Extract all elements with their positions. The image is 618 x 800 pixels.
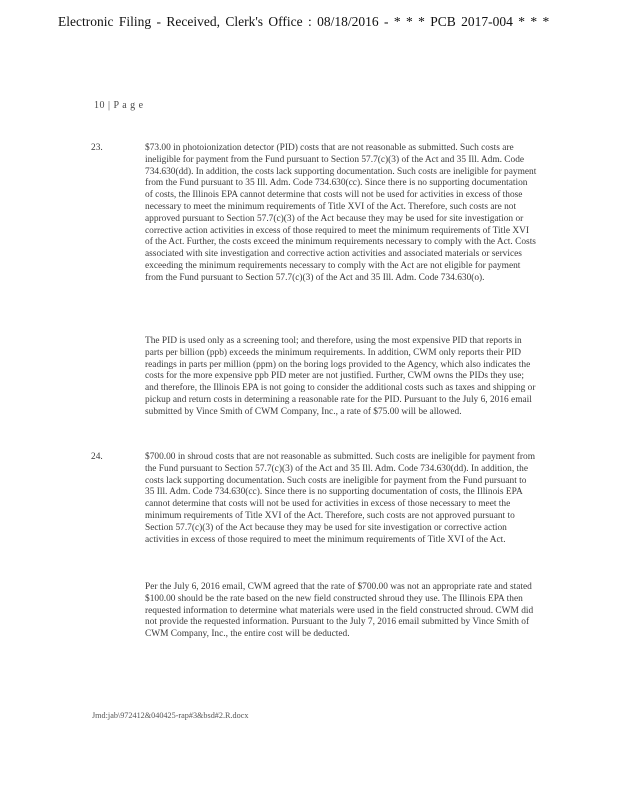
page-number: 10 | P a g e (94, 100, 144, 111)
item-23-paragraph-2: The PID is used only as a screening tool; and therefore, using the most expensive PID that reports in parts per billion (ppb) exceeds the minimum requirements. In addition, CWM only reports their PID readings in parts per million (ppm) on the boring logs provided to the Agency, which also indicates the costs for the more expensive ppb PID meter are not justified. Further, CWM owns the PIDs they use; and therefore, the Illinois EPA is not going to consider the additional costs such as taxes and shipping or pickup and return costs in determining a reasonable rate for the PID. Pursuant to the July 6, 2016 email submitted by Vince Smith of CWM Company, Inc., a rate of $75.00 will be allowed. (145, 336, 536, 417)
item-24-paragraph-1: $700.00 in shroud costs that are not reasonable as submitted. Such costs are ineligible for payment from the Fund pursuant to Section 57.7(c)(3) of the Act and 35 Ill. Adm. Code 734.630(dd). In addition, the costs lack supporting documentation. Such costs are ineligible for payment from the Fund pursuant to 35 Ill. Adm. Code 734.630(cc). Since there is no supporting documentation of costs, the Illinois EPA cannot determine that costs will not be used for activities in excess of those necessary to meet the minimum requirements of Title XVI of the Act. Therefore, such costs are not approved pursuant to Section 57.7(c)(3) of the Act because they may be used for site investigation or corrective action activities in excess of those required to meet the minimum requirements of Title XVI of the Act. (145, 452, 536, 545)
item-number: 24. (91, 452, 103, 462)
document-file-path: Jmd:jab\972412&040425-rap#3&bsd#2.R.docx (92, 711, 249, 720)
item-23-paragraph-1: $73.00 in photoionization detector (PID) costs that are not reasonable as submitted. Such costs are ineligible for payment from the Fund pursuant to Section 57.7(c)(3) of the Act and 35 Ill. Adm. Code 734.630(dd). In addition, the costs lack supporting documentation. Such costs are ineligible for payment from the Fund pursuant to 35 Ill. Adm. Code 734.630(cc). Since there is no supporting documentation of costs, the Illinois EPA cannot determine that costs will not be used for activities in excess of those necessary to meet the minimum requirements of Title XVI of the Act. Therefore, such costs are not approved pursuant to Section 57.7(c)(3) of the Act because they may be used for site investigation or corrective action activities in excess of those required to meet the minimum requirements of Title XVI of the Act. Further, the costs exceed the minimum requirements necessary to comply with the Act. Costs associated with site investigation and corrective action activities and associated materials or services exceeding the minimum requirements necessary to comply with the Act are not eligible for payment from the Fund pursuant to Section 57.7(c)(3) of the Act and 35 Ill. Adm. Code 734.630(o). (145, 143, 537, 283)
item-24-paragraph-2: Per the July 6, 2016 email, CWM agreed that the rate of $700.00 was not an appropriate rate and stated $100.00 should be the rate based on the new field constructed shroud they use. The Illinois EPA then requested information to determine what materials were used in the field constructed shroud. CWM did not provide the requested information. Pursuant to the July 7, 2016 email submitted by Vince Smith of CWM Company, Inc., the entire cost will be deducted. (145, 582, 534, 640)
item-number: 23. (91, 143, 103, 153)
electronic-filing-stamp: Electronic Filing - Received, Clerk's Office : 08/18/2016 - * * * PCB 2017-004 * * * (58, 14, 550, 29)
